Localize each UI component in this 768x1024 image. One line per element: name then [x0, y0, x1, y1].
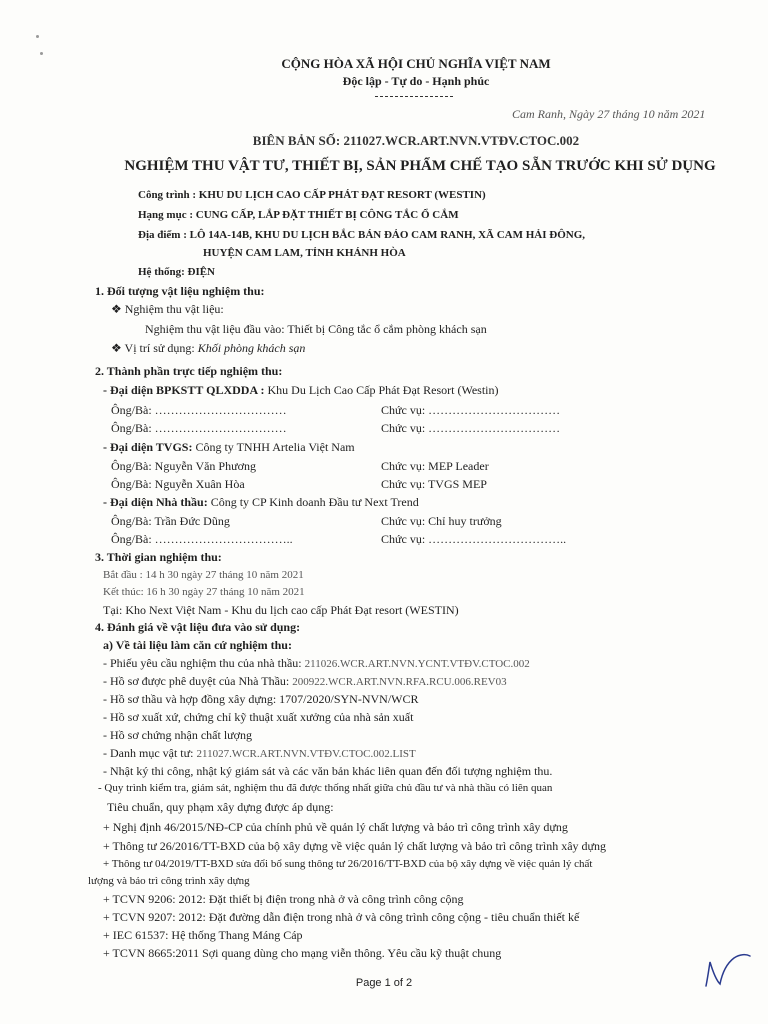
doc-line-8: - Quy trình kiểm tra, giám sát, nghiệm thu đã được thống nhất giữa chủ đầu tư và nhà thầu có liên quan — [98, 782, 553, 794]
standard-5: + TCVN 9207: 2012: Đặt đường dẫn điện trong nhà ở và công trình công cộng - tiêu chuẩn thiết kế — [103, 910, 580, 924]
location-line-2: HUYỆN CAM LAM, TỈNH KHÁNH HÒA — [203, 247, 406, 259]
section-1-bullet-1: ❖ Nghiệm thu vật liệu: — [111, 302, 224, 316]
rep-1 — [103, 383, 498, 398]
scan-speck — [40, 52, 43, 55]
doc-line-6-label: - Danh mục vật tư: — [103, 746, 197, 760]
rep-1-role-2: Chức vụ: …………………………… — [381, 421, 561, 435]
system-line: Hệ thống: ĐIỆN — [138, 266, 216, 278]
start-time: Bắt đầu : 14 h 30 ngày 27 tháng 10 năm 2021 — [103, 569, 304, 581]
rep-3-role-1: Chức vụ: Chỉ huy trưởng — [381, 514, 502, 528]
motto: Độc lập - Tự do - Hạnh phúc — [342, 74, 490, 88]
item-line: Hạng mục : CUNG CẤP, LẮP ĐẶT THIẾT BỊ CÔNG TẮC Ổ CẮM — [138, 209, 459, 221]
place-date: Cam Ranh, Ngày 27 tháng 10 năm 2021 — [512, 107, 706, 121]
rep-1-value: Khu Du Lịch Cao Cấp Phát Đạt Resort (Westin) — [264, 383, 499, 397]
standard-3: + Thông tư 04/2019/TT-BXD sửa đổi bổ sung thông tư 26/2016/TT-BXD của bộ xây dựng về việc quản lý chất — [103, 858, 593, 870]
standard-7: + TCVN 8665:2011 Sợi quang dùng cho mạng viễn thông. Yêu cầu kỹ thuật chung — [103, 946, 502, 960]
rep-3-person-1: Ông/Bà: Trần Đức Dũng — [111, 514, 230, 528]
rep-1-person-1: Ông/Bà: …………………………… — [111, 403, 287, 417]
rep-3-person-2: Ông/Bà: …………………………….. — [111, 532, 293, 546]
rep-3-label: - Đại diện Nhà thầu: — [103, 495, 208, 509]
scan-speck — [36, 35, 39, 38]
section-4-title: 4. Đánh giá về vật liệu đưa vào sử dụng: — [95, 620, 301, 634]
standard-4: + TCVN 9206: 2012: Đặt thiết bị điện trong nhà ở và công trình công cộng — [103, 892, 464, 906]
rep-3 — [103, 495, 419, 510]
rep-2-role-2: Chức vụ: TVGS MEP — [381, 477, 487, 491]
rep-1-role-1: Chức vụ: …………………………… — [381, 403, 561, 417]
rep-2-person-2: Ông/Bà: Nguyễn Xuân Hòa — [111, 477, 245, 491]
doc-line-1 — [103, 656, 530, 671]
record-number: BIÊN BẢN SỐ: 211027.WCR.ART.NVN.VTĐV.CTOC.002 — [252, 133, 580, 148]
doc-line-2-code: 200922.WCR.ART.NVN.RFA.RCU.006.REV03 — [292, 676, 507, 688]
standard-1: + Nghị định 46/2015/NĐ-CP của chính phủ về quản lý chất lượng và bảo trì công trình xây dựng — [103, 820, 568, 834]
rep-1-person-2: Ông/Bà: …………………………… — [111, 421, 287, 435]
signature-initials-icon — [700, 950, 754, 990]
page-title: NGHIỆM THU VẬT TƯ, THIẾT BỊ, SẢN PHẨM CHẾ TẠO SẴN TRƯỚC KHI SỬ DỤNG — [124, 158, 716, 174]
doc-line-2 — [103, 674, 507, 689]
standard-3-cont: lượng và bảo trì công trình xây dựng — [88, 875, 250, 887]
section-4-sub-a: a) Về tài liệu làm căn cứ nghiệm thu: — [103, 638, 292, 652]
rep-2 — [103, 440, 355, 455]
doc-line-1-label: - Phiếu yêu cầu nghiệm thu của nhà thầu: — [103, 656, 305, 670]
standard-2: + Thông tư 26/2016/TT-BXD của bộ xây dựng về việc quản lý chất lượng và bảo trì công trình xây dựng — [103, 839, 607, 853]
section-1-line-1: Nghiệm thu vật liệu đầu vào: Thiết bị Công tắc ổ cắm phòng khách sạn — [145, 322, 487, 336]
rep-1-label: - Đại diện BPKSTT QLXDDA : — [103, 383, 265, 397]
section-1-bullet-2 — [111, 341, 305, 356]
rep-2-label: - Đại diện TVGS: — [103, 440, 193, 454]
location-line: Địa điểm : LÔ 14A-14B, KHU DU LỊCH BẮC BÁN ĐẢO CAM RANH, XÃ CAM HẢI ĐÔNG, — [138, 229, 586, 241]
end-time: Kết thúc: 16 h 30 ngày 27 tháng 10 năm 2021 — [103, 586, 305, 598]
section-1-title: 1. Đối tượng vật liệu nghiệm thu: — [95, 284, 265, 298]
bullet-2-label: ❖ Vị trí sử dụng: — [111, 341, 198, 355]
doc-line-1-code: 211026.WCR.ART.NVN.YCNT.VTĐV.CTOC.002 — [304, 658, 530, 670]
project-line: Công trình : KHU DU LỊCH CAO CẤP PHÁT ĐẠT RESORT (WESTIN) — [138, 189, 486, 201]
section-3-title: 3. Thời gian nghiệm thu: — [95, 550, 222, 564]
doc-line-4: - Hồ sơ xuất xứ, chứng chỉ kỹ thuật xuất xưởng của nhà sản xuất — [103, 710, 414, 724]
rep-2-person-1: Ông/Bà: Nguyễn Văn Phương — [111, 459, 256, 473]
page-number: Page 1 of 2 — [355, 977, 413, 989]
doc-line-5: - Hồ sơ chứng nhận chất lượng — [103, 728, 253, 742]
standard-6: + IEC 61537: Hệ thống Thang Máng Cáp — [103, 928, 303, 942]
doc-line-6-code: 211027.WCR.ART.NVN.VTĐV.CTOC.002.LIST — [196, 748, 416, 760]
header-divider — [375, 96, 453, 97]
doc-line-2-label: - Hồ sơ được phê duyệt của Nhà Thầu: — [103, 674, 293, 688]
rep-2-value: Công ty TNHH Artelia Việt Nam — [192, 440, 355, 454]
doc-line-3: - Hồ sơ thầu và hợp đồng xây dựng: 1707/2020/SYN-NVN/WCR — [103, 692, 419, 706]
doc-line-7: - Nhật ký thi công, nhật ký giám sát và các văn bản khác liên quan đến đối tượng nghiệm thu. — [103, 764, 553, 778]
place-line: Tại: Kho Next Việt Nam - Khu du lịch cao cấp Phát Đạt resort (WESTIN) — [103, 603, 459, 617]
rep-2-role-1: Chức vụ: MEP Leader — [381, 459, 489, 473]
doc-line-6 — [103, 746, 416, 761]
rep-3-role-2: Chức vụ: …………………………….. — [381, 532, 567, 546]
bullet-2-value: Khối phòng khách sạn — [197, 341, 306, 355]
nation-heading: CỘNG HÒA XÃ HỘI CHỦ NGHĨA VIỆT NAM — [281, 56, 551, 71]
section-2-title: 2. Thành phần trực tiếp nghiệm thu: — [95, 364, 283, 378]
rep-3-value: Công ty CP Kinh doanh Đầu tư Next Trend — [207, 495, 419, 509]
standards-heading: Tiêu chuẩn, quy phạm xây dựng được áp dụng: — [107, 800, 334, 814]
